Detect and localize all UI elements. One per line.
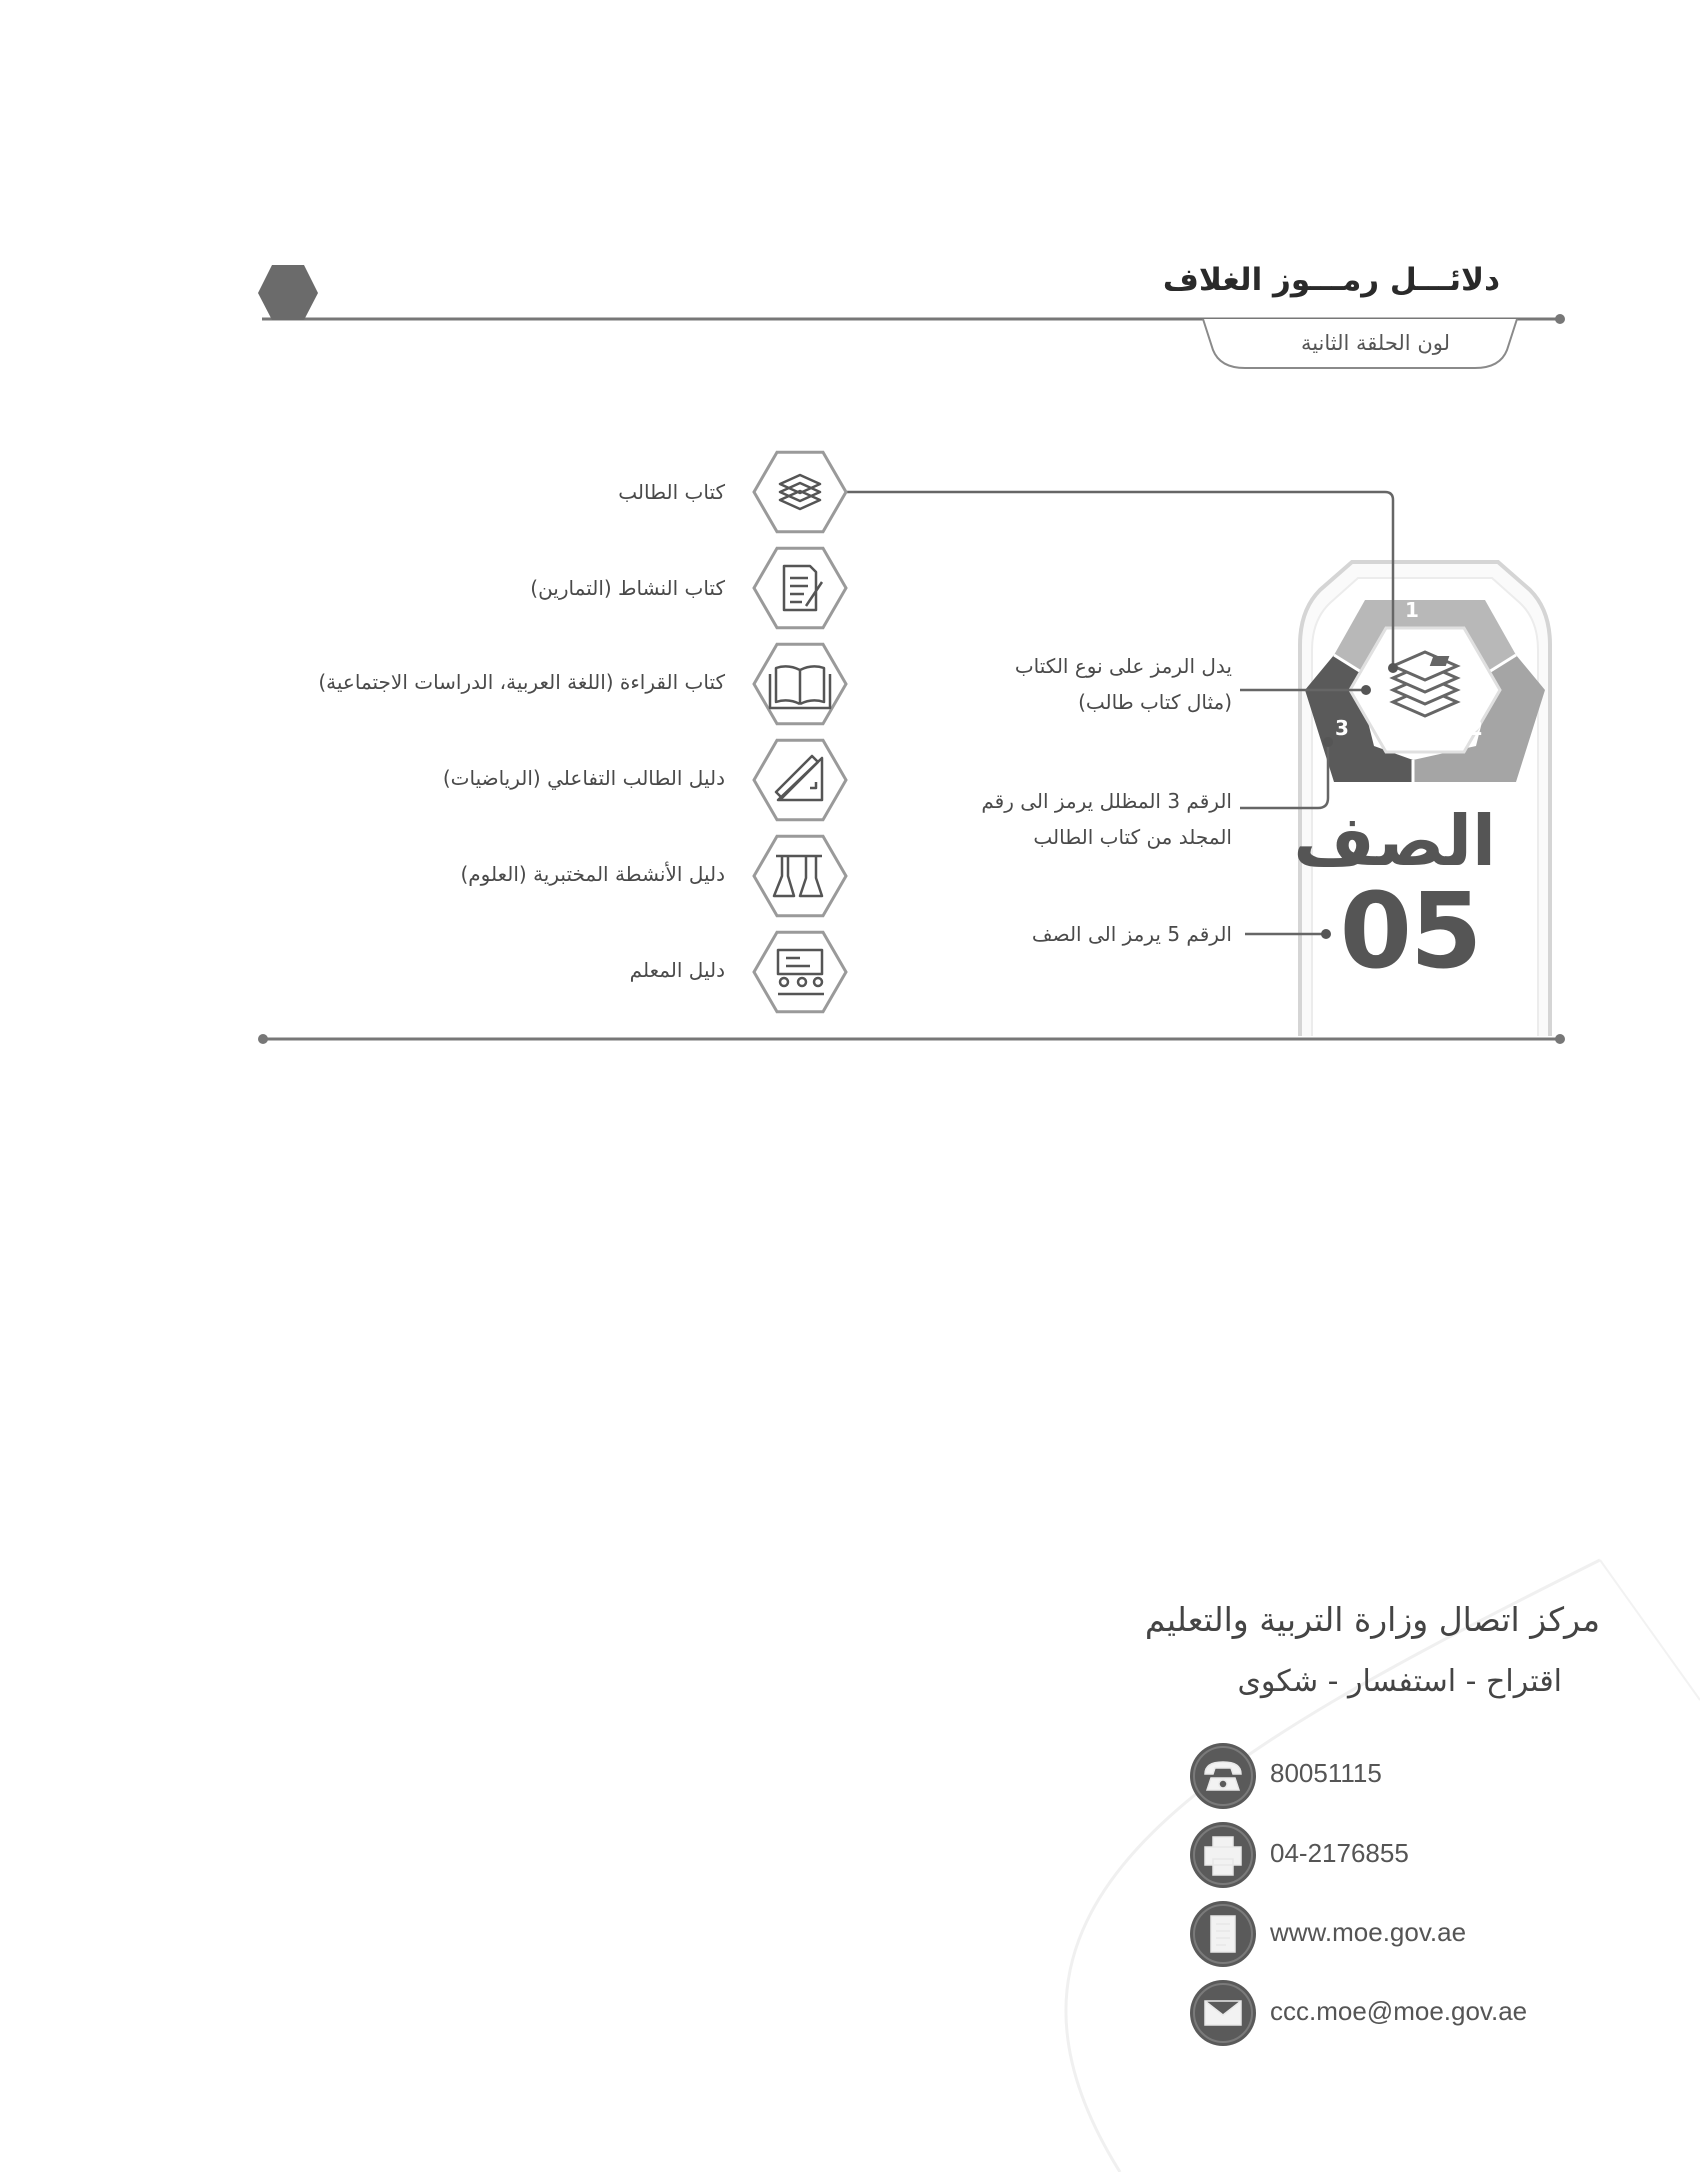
legend-icons [754, 452, 846, 1012]
legend-label-lab-guide: دليل الأنشطة المختبرية (العلوم) [460, 862, 725, 886]
note-volume [981, 783, 1232, 855]
contact-fax[interactable]: 04-2176855 [1270, 1838, 1409, 1868]
legend-hexagon [754, 548, 846, 628]
grade-number: 05 [1339, 870, 1481, 992]
ring-label-2: 2 [1469, 716, 1483, 740]
legend-label-activity-book: كتاب النشاط (التمارين) [530, 576, 725, 600]
footer-title: مركز اتصال وزارة التربية والتعليم [1144, 1600, 1600, 1639]
contact-icons [1190, 1743, 1256, 2046]
website-icon [1211, 1916, 1235, 1952]
contact-email[interactable]: ccc.moe@moe.gov.ae [1270, 1996, 1528, 2026]
legend-hexagon [754, 932, 846, 1012]
page-subtitle: لون الحلقة الثانية [1300, 331, 1450, 355]
header-hexagon-marker [258, 265, 318, 320]
grade-word: الصف [1293, 800, 1496, 882]
note-book-type-line-2: (مثال كتاب طالب) [1078, 690, 1232, 714]
note-volume-line-1: الرقم 3 المظلل يرمز الى رقم [981, 789, 1232, 813]
legend-label-teacher-guide: دليل المعلم [629, 958, 725, 982]
note-volume-line-2: المجلد من كتاب الطالب [1033, 825, 1232, 849]
legend-label-interactive-guide: دليل الطالب التفاعلي (الرياضيات) [442, 766, 725, 790]
note-grade: الرقم 5 يرمز الى الصف [1031, 922, 1232, 946]
page-title: دلائـــل رمـــوز الغلاف [1162, 262, 1500, 298]
note-book-type [1015, 648, 1232, 720]
legend-label-student-book: كتاب الطالب [618, 480, 725, 504]
contact-icon-circle [1190, 1980, 1256, 2046]
ring-label-1: 1 [1405, 598, 1419, 622]
legend-label-reading-book: كتاب القراءة (اللغة العربية، الدراسات الاجتماعية) [318, 670, 725, 694]
contact-phone[interactable]: 80051115 [1270, 1758, 1382, 1788]
legend-hexagon [754, 836, 846, 916]
contact-website[interactable]: www.moe.gov.ae [1270, 1917, 1467, 1947]
footer-subtitle: اقتراح - استفسار - شكوى [1237, 1664, 1562, 1699]
background-curve-2 [1600, 1560, 1700, 1700]
note-book-type-line-1: يدل الرمز على نوع الكتاب [1014, 654, 1232, 678]
contact-icon-circle [1190, 1743, 1256, 1809]
ring-label-3: 3 [1335, 716, 1349, 740]
